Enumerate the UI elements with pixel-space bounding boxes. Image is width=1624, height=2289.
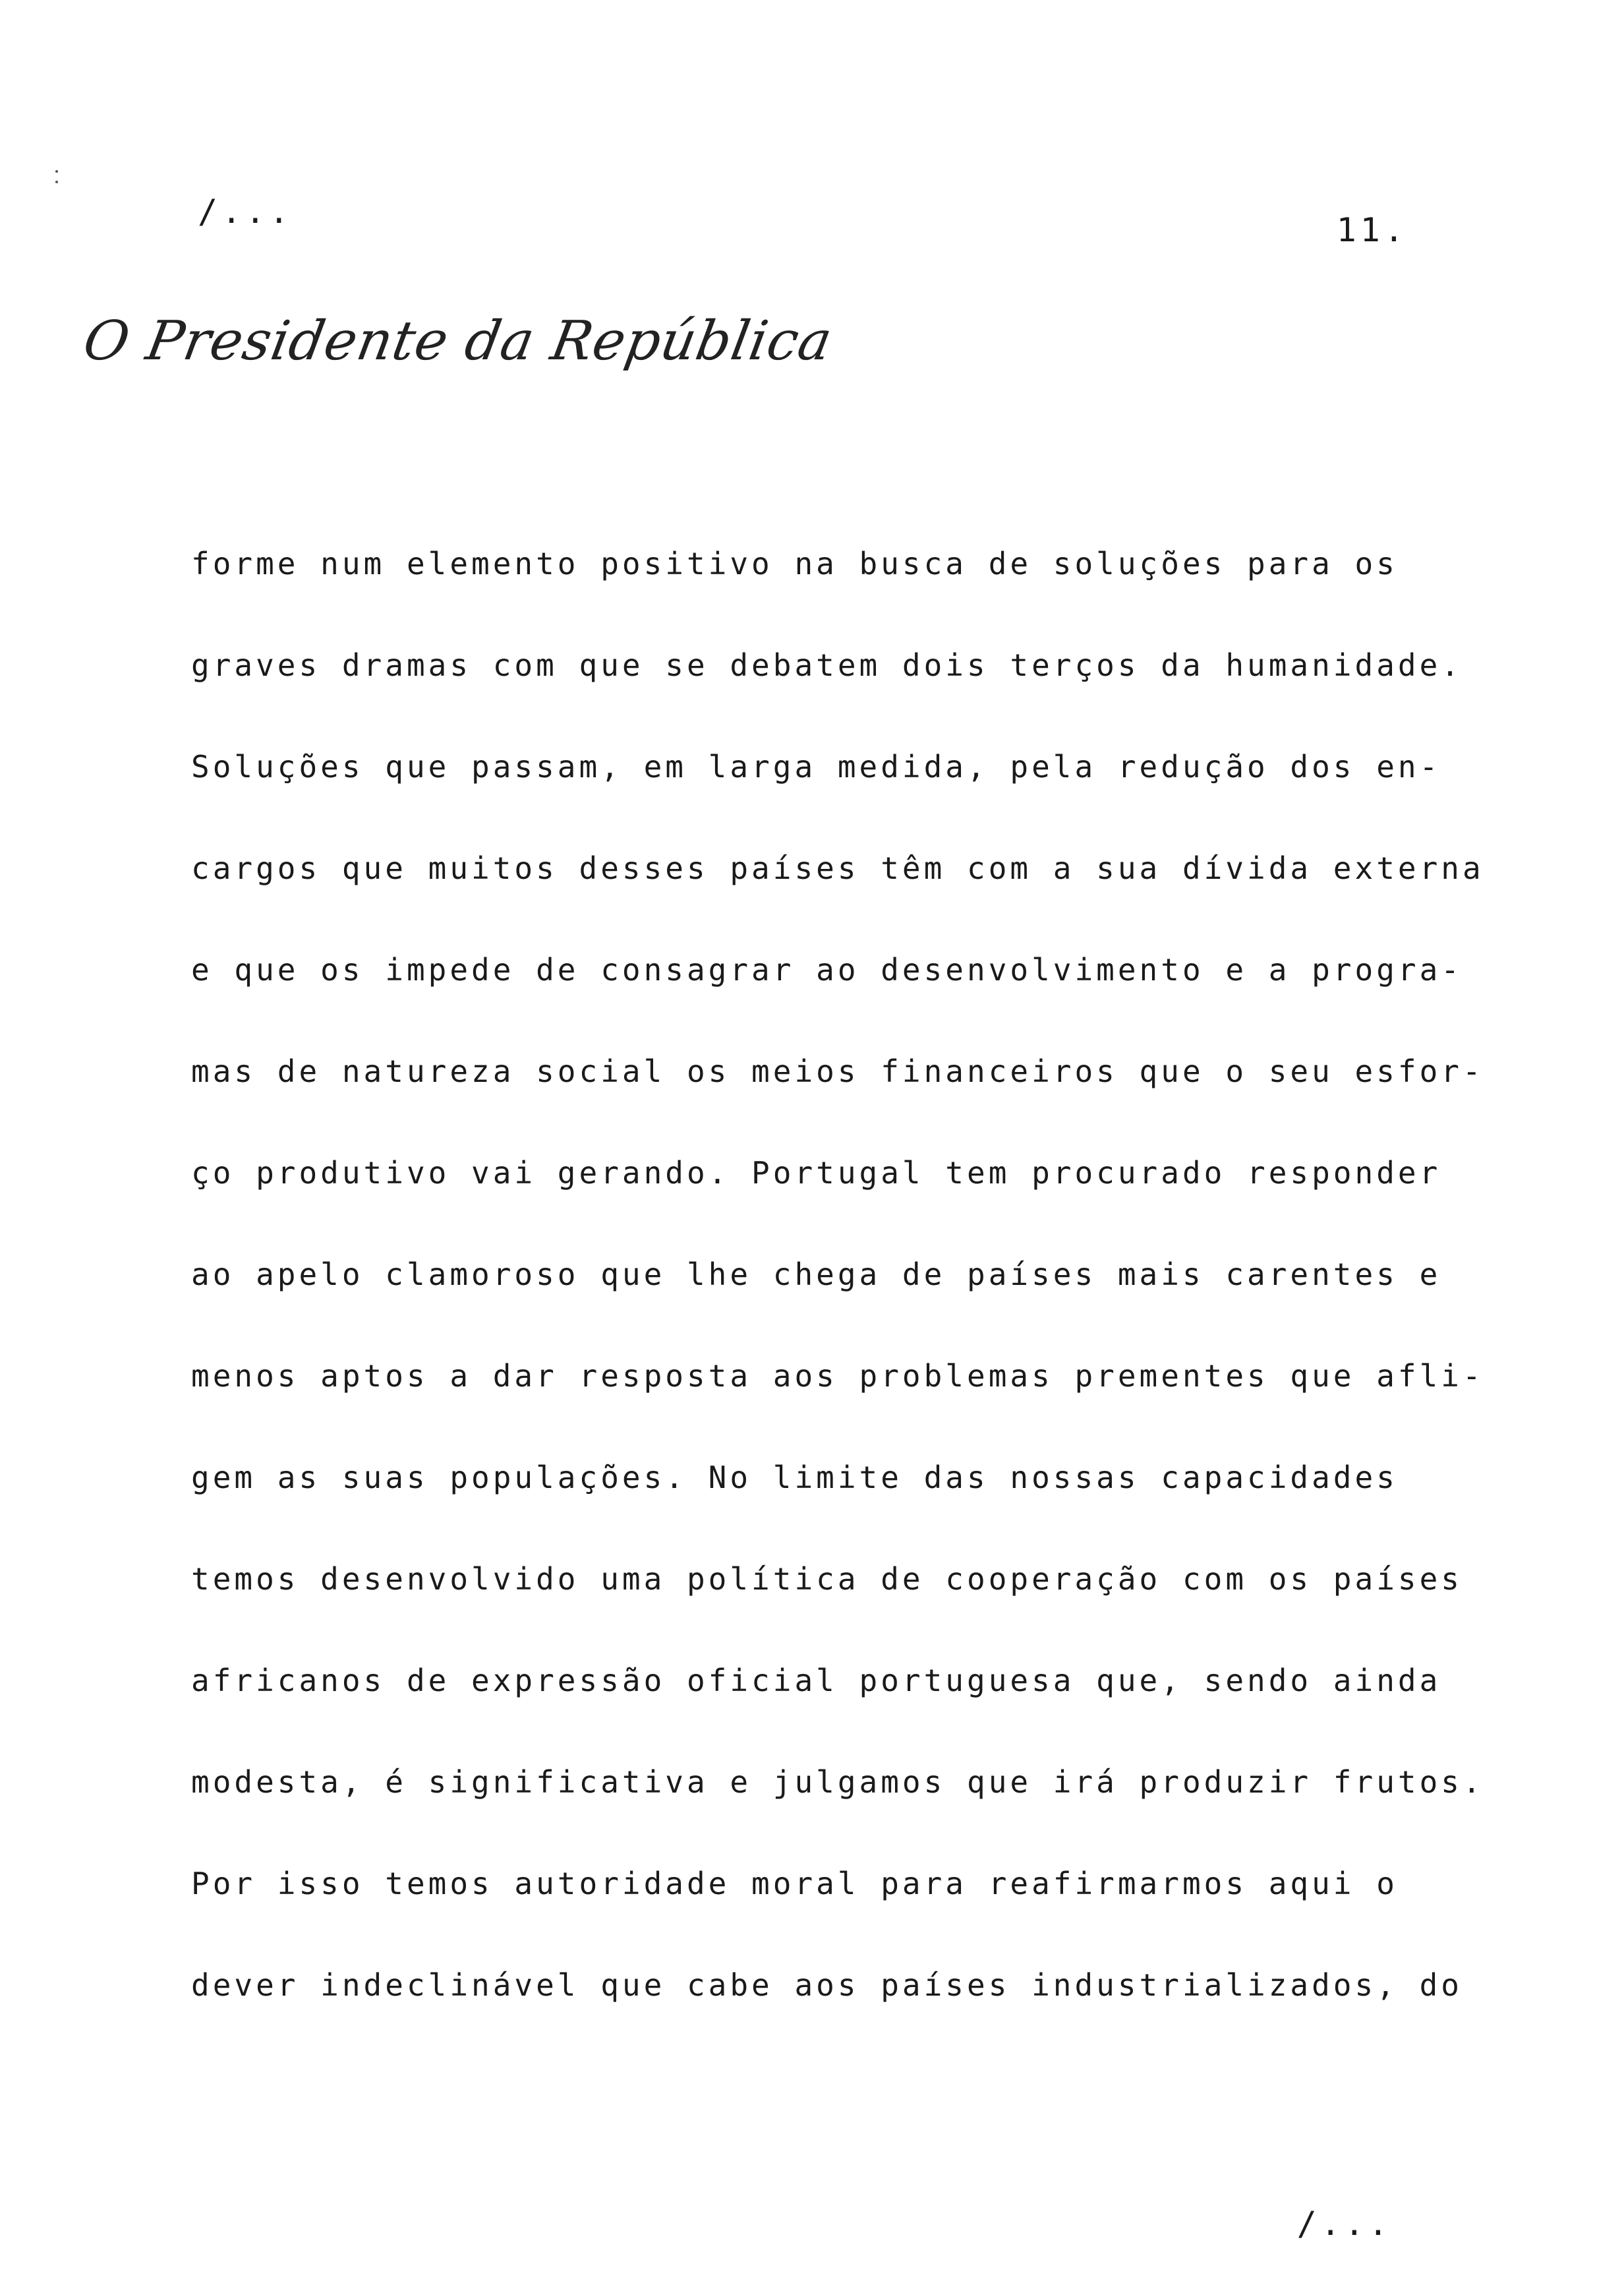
text-line: mas de natureza social os meios financeiros que o seu esfor- [191, 1054, 1484, 1089]
body-text [191, 541, 1484, 2064]
continuation-mark-top: /... [198, 193, 293, 231]
text-line: ao apelo clamoroso que lhe chega de países mais carentes e [191, 1257, 1441, 1292]
text-line: gem as suas populações. No limite das nossas capacidades [191, 1460, 1398, 1495]
text-line: menos aptos a dar resposta aos problemas prementes que afli- [191, 1358, 1484, 1394]
text-line: forme num elemento positivo na busca de soluções para os [191, 546, 1398, 581]
text-line: graves dramas com que se debatem dois terços da humanidade. [191, 647, 1463, 683]
scan-speck [55, 170, 58, 173]
text-line: dever indeclinável que cabe aos países industrializados, do [191, 1967, 1463, 2003]
text-line: cargos que muitos desses países têm com a sua dívida externa [191, 850, 1484, 886]
scan-speck [55, 181, 58, 183]
text-line: africanos de expressão oficial portuguesa que, sendo ainda [191, 1663, 1441, 1698]
text-line: Soluções que passam, em larga medida, pela redução dos en- [191, 749, 1441, 785]
letterhead: O Presidente da República [78, 310, 838, 372]
text-line: modesta, é significativa e julgamos que irá produzir frutos. [191, 1764, 1484, 1800]
page-number: 11. [1336, 211, 1408, 249]
text-line: Por isso temos autoridade moral para reafirmarmos aqui o [191, 1866, 1398, 1901]
text-line: e que os impede de consagrar ao desenvolvimento e a progra- [191, 952, 1463, 988]
text-line: ço produtivo vai gerando. Portugal tem procurado responder [191, 1155, 1441, 1191]
text-line: temos desenvolvido uma política de cooperação com os países [191, 1561, 1463, 1597]
continuation-mark-bottom: /... [1296, 2205, 1392, 2243]
